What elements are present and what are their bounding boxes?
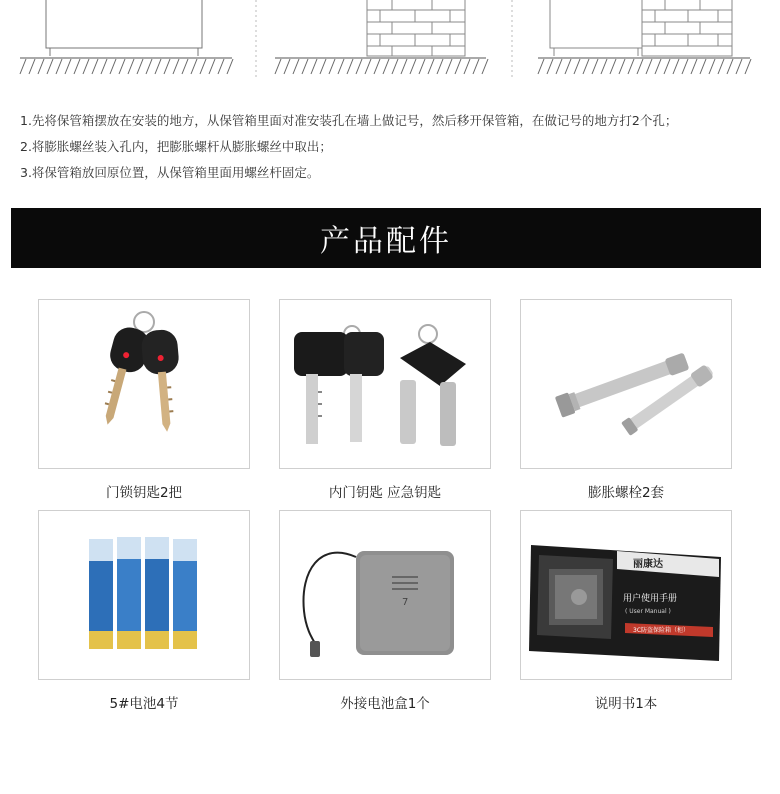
ground-hatch-line	[610, 59, 616, 74]
accessory-label: 门锁钥匙2把	[105, 485, 183, 501]
ground-hatch-line	[392, 59, 398, 74]
inner-emergency-key-icon	[279, 299, 491, 469]
ground-hatch-line	[556, 59, 562, 74]
ground-hatch-line	[227, 59, 233, 74]
ground-hatch-line	[47, 59, 53, 74]
ground-hatch-line	[473, 59, 479, 74]
ground-hatch-line	[38, 59, 44, 74]
battery-box-icon	[279, 510, 491, 680]
ground-hatch-line	[155, 59, 161, 74]
ground-hatch-line	[20, 59, 26, 74]
ground-hatch-line	[56, 59, 62, 74]
safe-wall-diagram-right	[550, 0, 732, 56]
ground-hatch-line	[311, 59, 317, 74]
ground-hatch-line	[637, 59, 643, 74]
ground-hatch-line	[209, 59, 215, 74]
door-key-icon	[38, 299, 250, 469]
ground-hatch-line	[101, 59, 107, 74]
expansion-bolt-icon	[520, 299, 732, 469]
ground-hatch-line	[482, 59, 488, 74]
ground-hatch-line	[320, 59, 326, 74]
ground-hatch-line	[565, 59, 571, 74]
accessory-manual	[520, 510, 732, 712]
ground-hatch-line	[356, 59, 362, 74]
ground-hatch-line	[682, 59, 688, 74]
ground-hatch-line	[745, 59, 751, 74]
ground-hatch-line	[583, 59, 589, 74]
ground-hatch-line	[92, 59, 98, 74]
ground-hatch-line	[173, 59, 179, 74]
ground-hatch-line	[709, 59, 715, 74]
manual-brand: 丽康达	[633, 559, 663, 570]
ground-hatch-line	[329, 59, 335, 74]
accessory-battery-box	[279, 510, 491, 712]
accessory-label: 说明书1本	[594, 696, 658, 712]
manual-icon	[520, 510, 732, 680]
safe-diagram-left	[46, 0, 202, 56]
accessory-label: 膨胀螺栓2套	[587, 485, 665, 501]
ground-hatch-line	[29, 59, 35, 74]
wall-diagram-middle	[367, 0, 465, 56]
ground-hatch-line	[365, 59, 371, 74]
ground-hatch-line	[646, 59, 652, 74]
ground-hatch-line	[727, 59, 733, 74]
ground-hatch-line	[191, 59, 197, 74]
ground-hatch-line	[428, 59, 434, 74]
ground-hatch-line	[664, 59, 670, 74]
ground-hatch-line	[383, 59, 389, 74]
ground-hatch-line	[401, 59, 407, 74]
section-banner	[11, 208, 761, 268]
ground-hatch-line	[137, 59, 143, 74]
ground-hatch-line	[128, 59, 134, 74]
ground-hatch-line	[691, 59, 697, 74]
ground-hatch-line	[574, 59, 580, 74]
ground-hatch-line	[275, 59, 281, 74]
ground-hatch-line	[374, 59, 380, 74]
step-3: 3.将保管箱放回原位置，从保管箱里面用螺丝杆固定。	[20, 165, 320, 180]
battery-box-mark: 7	[402, 597, 409, 608]
ground-hatch-line	[284, 59, 290, 74]
ground-hatch-line	[718, 59, 724, 74]
accessory-label: 5#电池4节	[109, 696, 179, 712]
ground-hatch-line	[655, 59, 661, 74]
step-2: 2.将膨胀螺丝装入孔内，把膨胀螺杆从膨胀螺丝中取出；	[20, 139, 332, 154]
accessory-inner-emergency-keys	[279, 299, 491, 501]
ground-hatch-line	[110, 59, 116, 74]
ground-hatch-line	[538, 59, 544, 74]
ground-hatch-line	[347, 59, 353, 74]
ground-hatch-line	[601, 59, 607, 74]
ground-hatch-line	[293, 59, 299, 74]
section-title: 产品配件	[320, 224, 452, 259]
ground-hatch-line	[74, 59, 80, 74]
aa-battery-icon	[38, 510, 250, 680]
manual-subtitle: ( User Manual )	[625, 608, 671, 615]
installation-steps	[20, 108, 770, 186]
accessory-door-keys	[38, 299, 250, 501]
ground-hatch-line	[437, 59, 443, 74]
ground-hatch-line	[182, 59, 188, 74]
ground-hatch-line	[200, 59, 206, 74]
ground-hatch-line	[410, 59, 416, 74]
ground-hatch-line	[628, 59, 634, 74]
ground-hatch-line	[164, 59, 170, 74]
step-1: 1.先将保管箱摆放在安装的地方，从保管箱里面对准安装孔在墙上做记号，然后移开保管箱，在做记号的地方打2个孔；	[20, 113, 678, 128]
ground-hatch-line	[119, 59, 125, 74]
ground-hatch-line	[619, 59, 625, 74]
ground-hatch-line	[464, 59, 470, 74]
manual-model: 3C防盗保险箱（柜）	[633, 627, 690, 634]
accessory-label: 内门钥匙 应急钥匙	[328, 485, 442, 501]
ground-hatch-line	[146, 59, 152, 74]
accessory-expansion-bolts	[520, 299, 732, 501]
accessory-batteries	[38, 510, 250, 712]
install-diagram	[0, 0, 780, 82]
ground-hatch-line	[338, 59, 344, 74]
ground-hatch-line	[455, 59, 461, 74]
ground-hatch-line	[673, 59, 679, 74]
ground-hatch-line	[700, 59, 706, 74]
ground-hatch-line	[446, 59, 452, 74]
ground-hatch-line	[547, 59, 553, 74]
ground-hatch-line	[218, 59, 224, 74]
ground-hatch-line	[65, 59, 71, 74]
ground-hatch-line	[419, 59, 425, 74]
ground-hatch-line	[592, 59, 598, 74]
ground-hatch-line	[83, 59, 89, 74]
accessory-label: 外接电池盒1个	[340, 696, 430, 712]
manual-title: 用户使用手册	[623, 594, 678, 604]
ground-hatch-line	[302, 59, 308, 74]
ground-hatch-line	[736, 59, 742, 74]
